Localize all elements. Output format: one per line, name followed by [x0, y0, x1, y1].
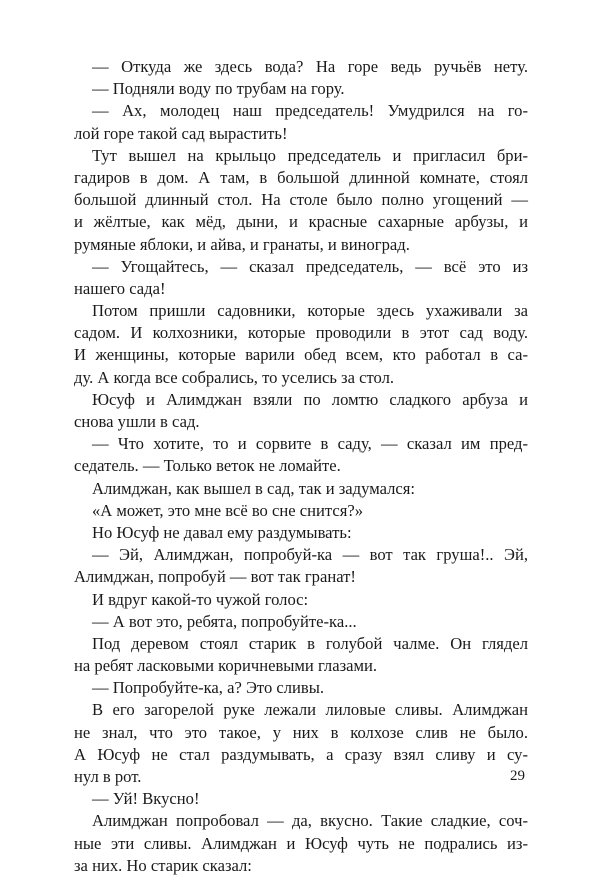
text-line: Юсуф и Алимджан взяли по ломтю сладкого арбуза и: [92, 389, 528, 409]
text-line: Под деревом стоял старик в голубой чалме. Он глядел: [92, 633, 528, 653]
text-line: — Угощайтесь, — сказал председатель, — всё это из: [92, 256, 528, 276]
text-line: за них. Но старик сказал:: [74, 855, 252, 875]
text-line: нашего сада!: [74, 278, 166, 298]
text-line: В его загорелой руке лежали лиловые сливы. Алимджан: [92, 700, 528, 720]
text-line: Алимджан, попробуй — вот так гранат!: [74, 567, 356, 587]
text-line: «А может, это мне всё во сне снится?»: [92, 500, 364, 520]
text-line: И женщины, которые варили обед всем, кто работал в са-: [74, 345, 528, 365]
text-line: — Откуда же здесь вода? На горе ведь ручьёв нету.: [92, 57, 528, 76]
text-line: — А вот это, ребята, попробуйте-ка...: [92, 611, 357, 631]
text-line: и жёлтые, как мёд, дыни, и красные сахарные арбузы, и: [74, 212, 528, 232]
text-line: — Уй! Вкусно!: [92, 789, 200, 809]
text-line: А Юсуф не стал раздумывать, а сразу взял сливу и су-: [74, 744, 528, 764]
text-line: И вдруг какой-то чужой голос:: [92, 589, 309, 609]
text-line: Потом пришли садовники, которые здесь ухаживали за: [92, 301, 528, 321]
text-line: седатель. — Только веток не ломайте.: [74, 456, 341, 476]
text-line: — Попробуйте-ка, а? Это сливы.: [92, 678, 325, 698]
text-line: нул в рот.: [74, 767, 142, 786]
text-line: не знал, что это такое, у них в колхозе слив не было.: [74, 722, 528, 742]
text-line: — Что хотите, то и сорвите в саду, — сказал им пред-: [92, 434, 528, 454]
text-line: ные эти сливы. Алимджан и Юсуф чуть не подрались из-: [74, 833, 528, 853]
text-line: снова ушли в сад.: [74, 412, 200, 431]
story-text: [74, 56, 528, 877]
text-line: на ребят ласковыми коричневыми глазами.: [74, 656, 378, 676]
text-line: садом. И колхозники, которые проводили в этот сад воду.: [74, 323, 528, 343]
text-line: Алимджан попробовал — да, вкусно. Такие сладкие, соч-: [92, 811, 528, 831]
text-line: Но Юсуф не давал ему раздумывать:: [92, 522, 352, 542]
text-line: — Подняли воду по трубам на гору.: [92, 79, 345, 99]
text-line: Алимджан, как вышел в сад, так и задумался:: [92, 478, 415, 498]
text-line: — Эй, Алимджан, попробуй-ка — вот так груша!.. Эй,: [92, 545, 528, 565]
text-line: гадиров в дом. А там, в большой длинной комнате, стоял: [74, 167, 528, 187]
text-line: ду. А когда все собрались, то уселись за стол.: [74, 367, 395, 387]
text-line: — Ах, молодец наш председатель! Умудрился на го-: [92, 101, 528, 121]
page-number: 29: [510, 768, 525, 784]
text-line: Тут вышел на крыльцо председатель и пригласил бри-: [92, 145, 528, 165]
text-line: большой длинный стол. На столе было полно угощений —: [74, 190, 528, 210]
text-line: румяные яблоки, и айва, и гранаты, и виноград.: [74, 234, 410, 254]
text-line: лой горе такой сад вырастить!: [74, 123, 288, 143]
